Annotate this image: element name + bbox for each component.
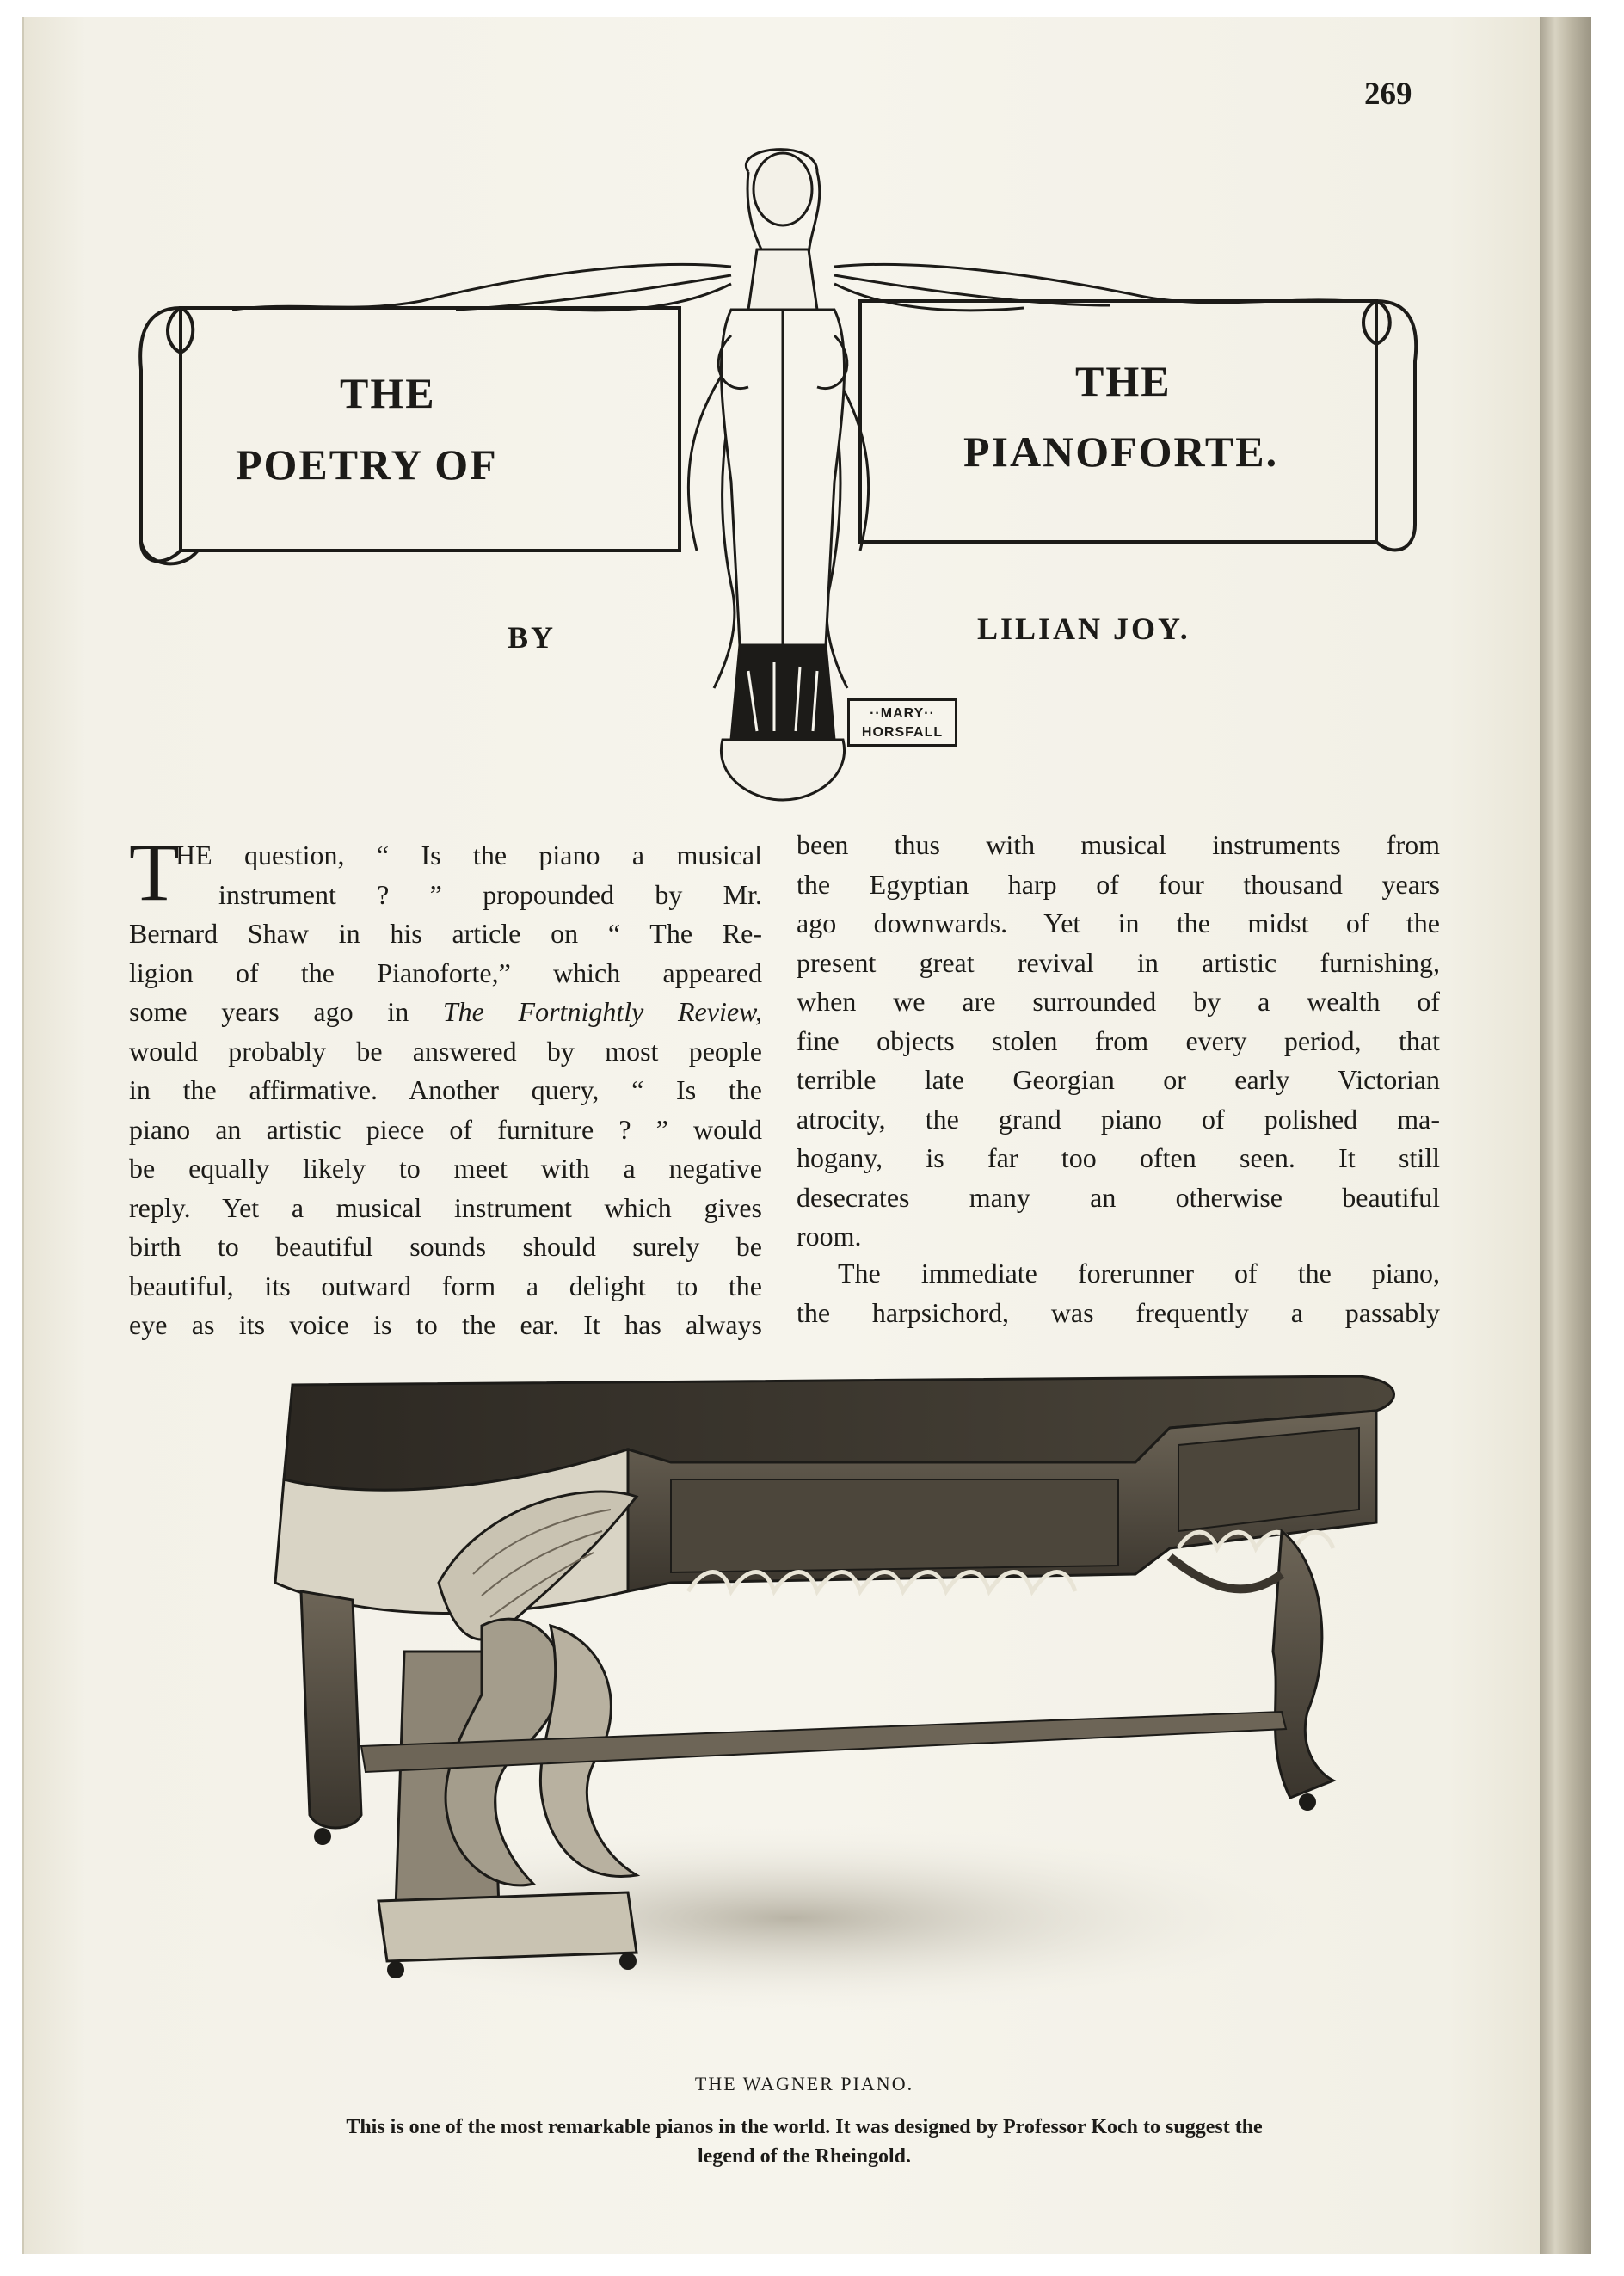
book-spine-edge — [1540, 17, 1591, 2254]
back-right-leg — [1273, 1531, 1333, 1798]
figure-caption-title: THE WAGNER PIANO. — [694, 2073, 914, 2095]
author-name: LILIAN JOY. — [977, 612, 1190, 646]
text-line: present great revival in artistic furnishing, — [797, 946, 1440, 978]
text-line: reply. Yet a musical instrument which gives — [129, 1191, 762, 1223]
page-number: 269 — [1364, 77, 1412, 112]
left-scroll-banner — [181, 308, 680, 551]
piano-plinth — [378, 1892, 637, 1961]
illustrator-signature — [847, 698, 957, 747]
right-scroll-banner — [860, 301, 1376, 542]
signature-line-1: ··MARY·· — [870, 706, 935, 721]
text-line: piano an artistic piece of furniture ? ” would — [129, 1113, 762, 1145]
title-the-left: THE — [340, 369, 436, 417]
text-line: Bernard Shaw in his article on “ The Re- — [129, 918, 762, 949]
left-column — [129, 836, 762, 1345]
text-line: would probably be answered by most people — [129, 1035, 762, 1067]
title-poetry-of: POETRY OF — [236, 440, 498, 489]
front-left-leg — [301, 1591, 361, 1828]
text-line: hogany, is far too often seen. It still — [797, 1142, 1440, 1173]
text-line: HE question, “ Is the piano a musical — [175, 840, 762, 870]
text-line: in the affirmative. Another query, “ Is the — [129, 1074, 762, 1105]
text-line: been thus with musical instruments from — [797, 829, 1440, 860]
text-line: terrible late Georgian or early Victorian — [797, 1064, 1440, 1095]
signature-line-2: HORSFALL — [861, 725, 944, 740]
text-line: instrument ? ” propounded by Mr. — [218, 878, 762, 910]
text-line: eye as its voice is to the ear. It has always — [129, 1309, 762, 1340]
text-line: birth to beautiful sounds should surely be — [129, 1231, 762, 1262]
figure-caption — [206, 2113, 1402, 2171]
drop-cap: T — [129, 826, 180, 918]
figure-caption-line-2: legend of the Rheingold. — [697, 2145, 911, 2168]
text-line — [129, 993, 762, 1032]
text-line: room. — [797, 1221, 862, 1252]
title-the-right: THE — [1075, 357, 1172, 405]
text-line: ligion of the Pianoforte,” which appeared — [129, 957, 762, 988]
text-line: fine objects stolen from every period, that — [797, 1024, 1440, 1056]
text-line: beautiful, its outward form a delight to the — [129, 1270, 762, 1301]
text-line: The immediate forerunner of the piano, — [838, 1258, 1440, 1289]
text-line: the harpsichord, was frequently a passably — [797, 1296, 1440, 1328]
review-title: The Fortnightly Review, — [442, 996, 762, 1027]
title-pianoforte: PIANOFORTE. — [963, 428, 1279, 476]
woman-figure — [718, 150, 847, 800]
text-line: atrocity, the grand piano of polished ma- — [797, 1103, 1440, 1135]
byline-by: BY — [508, 620, 557, 655]
text-line: the Egyptian harp of four thousand years — [797, 868, 1440, 900]
text-fragment: some years ago in — [129, 996, 443, 1027]
right-column-paragraph-2 — [797, 1254, 1440, 1332]
text-line: when we are surrounded by a wealth of — [797, 986, 1440, 1017]
text-line: ago downwards. Yet in the midst of the — [797, 907, 1440, 938]
text-line: desecrates many an otherwise beautiful — [797, 1181, 1440, 1213]
figure-caption-line-1: This is one of the most remarkable pianos in the world. It was designed by Professor Koch to suggest the — [346, 2116, 1263, 2138]
right-column — [797, 826, 1440, 1257]
wagner-piano-photo — [224, 1368, 1411, 2030]
text-line: be equally likely to meet with a negative — [129, 1153, 762, 1184]
